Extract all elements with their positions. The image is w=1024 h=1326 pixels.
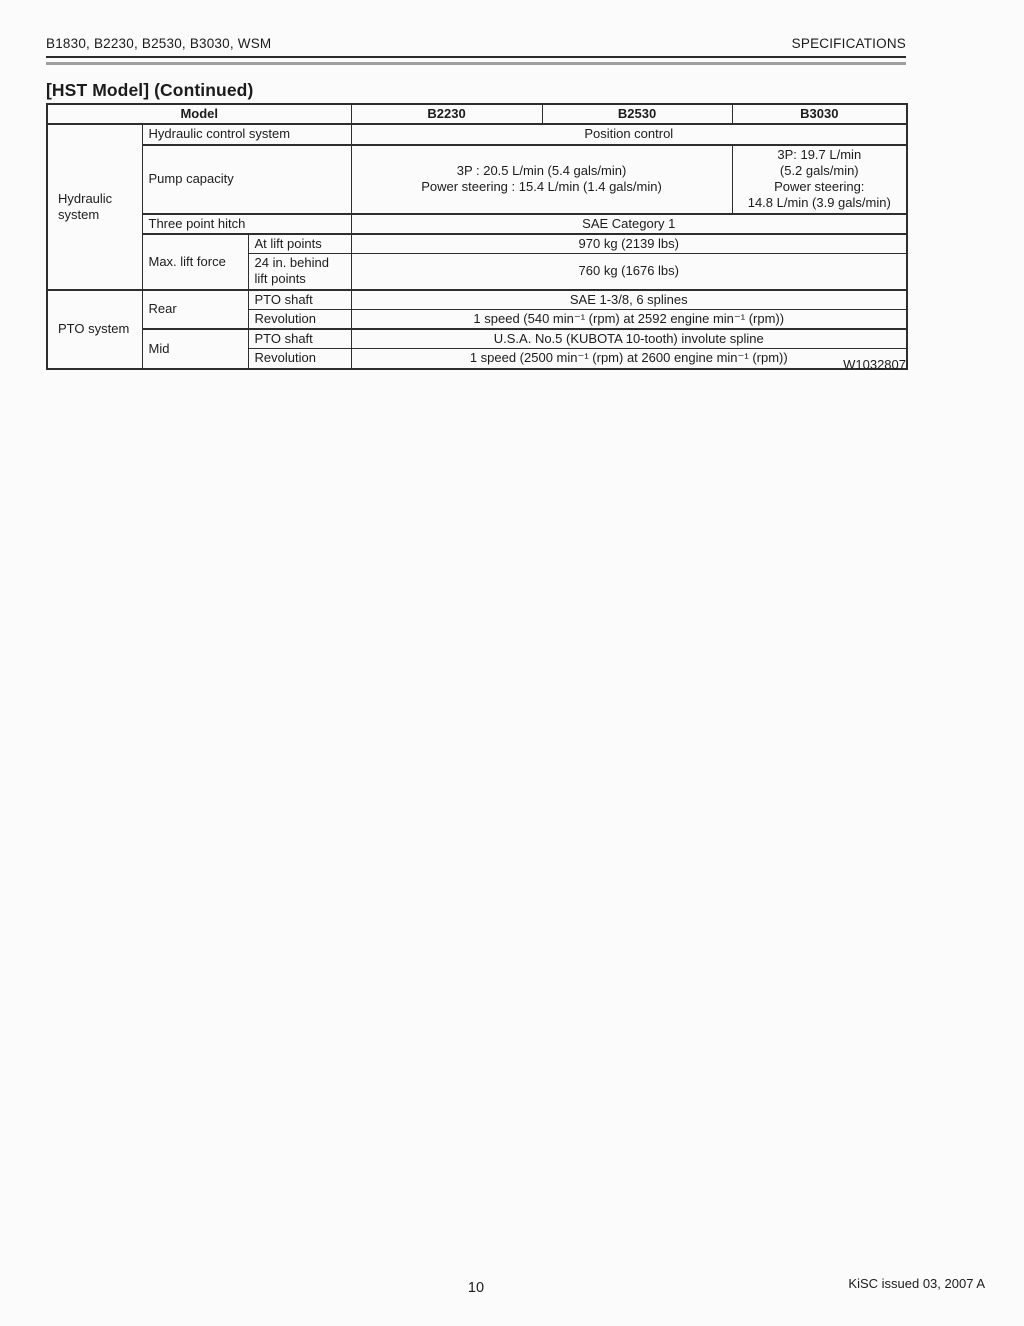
label-hydraulic-control-system: Hydraulic control system <box>142 124 351 144</box>
value-hydraulic-control-system: Position control <box>351 124 907 144</box>
value-rear-pto-shaft: SAE 1-3/8, 6 splines <box>351 290 907 310</box>
value-pump-capacity-b2230-b2530 <box>351 145 732 214</box>
table-header-row <box>47 104 907 124</box>
label-rear-pto-shaft: PTO shaft <box>248 290 351 310</box>
row-rear-pto-shaft <box>47 290 907 310</box>
issue-note: KiSC issued 03, 2007 A <box>848 1276 985 1291</box>
value-mid-revolution: 1 speed (2500 min⁻¹ (rpm) at 2600 engine min⁻¹ (rpm)) <box>351 349 907 369</box>
header-b3030: B3030 <box>732 104 907 124</box>
header-divider-shadow <box>46 62 906 65</box>
label-max-lift-force: Max. lift force <box>142 234 248 290</box>
label-pump-capacity: Pump capacity <box>142 145 351 214</box>
page-number: 10 <box>467 1280 485 1296</box>
row-lift-at-points <box>47 234 907 254</box>
label-mid-pto-shaft: PTO shaft <box>248 329 351 349</box>
value-rear-revolution: 1 speed (540 min⁻¹ (rpm) at 2592 engine min⁻¹ (rpm)) <box>351 309 907 329</box>
header-divider <box>46 56 906 58</box>
label-three-point-hitch: Three point hitch <box>142 214 351 234</box>
label-behind-lift-points: 24 in. behind lift points <box>248 254 351 290</box>
label-mid-revolution: Revolution <box>248 349 351 369</box>
group-hydraulic-system: Hydraulic system <box>47 124 142 289</box>
pump-b3030-line4: 14.8 L/min (3.9 gals/min) <box>747 195 891 211</box>
specifications-table <box>46 103 908 370</box>
header-model: Model <box>47 104 351 124</box>
value-pump-capacity-b3030 <box>732 145 907 214</box>
row-mid-pto-shaft <box>47 329 907 349</box>
section-title: [HST Model] (Continued) <box>46 80 254 100</box>
pump-b2230-b2530-line1: 3P : 20.5 L/min (5.4 gals/min) <box>456 162 627 178</box>
label-at-lift-points: At lift points <box>248 234 351 254</box>
row-hydraulic-control <box>47 124 907 144</box>
pump-b3030-line2: (5.2 gals/min) <box>779 162 859 178</box>
doc-code: B1830, B2230, B2530, B3030, WSM <box>46 36 272 51</box>
row-three-point-hitch <box>47 214 907 234</box>
value-mid-pto-shaft: U.S.A. No.5 (KUBOTA 10-tooth) involute spline <box>351 329 907 349</box>
value-three-point-hitch: SAE Category 1 <box>351 214 907 234</box>
pump-b3030-line3: Power steering: <box>774 179 865 194</box>
label-rear-revolution: Revolution <box>248 309 351 329</box>
figure-reference-code: W1032807 <box>843 357 906 372</box>
group-pto-system: PTO system <box>47 290 142 369</box>
label-mid: Mid <box>142 329 248 369</box>
header-b2530: B2530 <box>542 104 732 124</box>
value-at-lift-points: 970 kg (2139 lbs) <box>351 234 907 254</box>
label-rear: Rear <box>142 290 248 330</box>
doc-section-label: SPECIFICATIONS <box>791 36 906 51</box>
row-pump-capacity <box>47 145 907 214</box>
page-header <box>46 36 906 51</box>
header-b2230: B2230 <box>351 104 542 124</box>
pump-b2230-b2530-line2: Power steering : 15.4 L/min (1.4 gals/min) <box>421 179 662 194</box>
value-behind-lift-points: 760 kg (1676 lbs) <box>351 254 907 290</box>
pump-b3030-line1: 3P: 19.7 L/min <box>777 146 862 162</box>
